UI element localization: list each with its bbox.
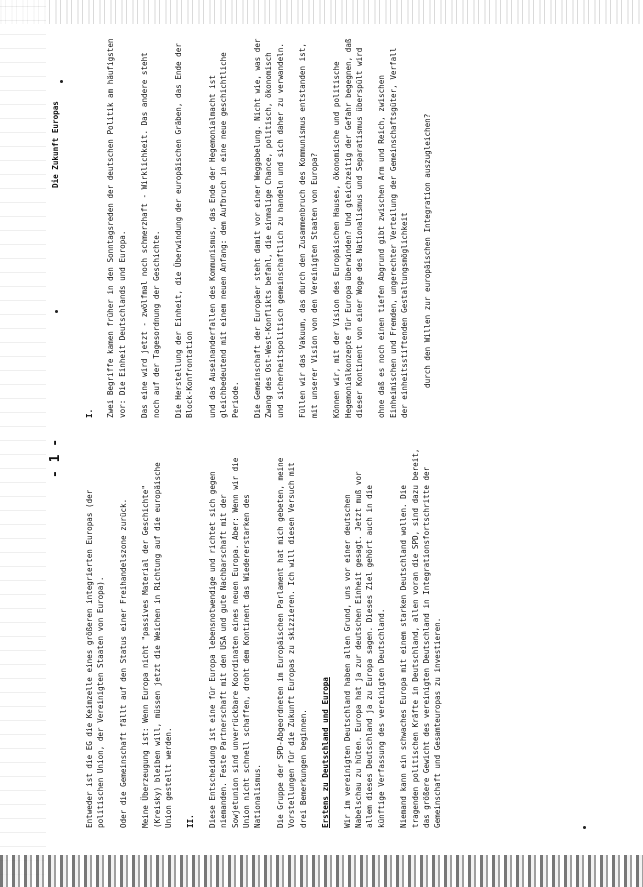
column-section-1: [84, 38, 444, 418]
paragraph: Meine Überzeugung ist: Wenn Europa nicht "passives Material der Geschichte" (Kreisky) bleiben will, müssen jetzt die Weichen in Richtung auf die europäische Union gestellt werden.: [141, 462, 174, 828]
paragraph: Die Gemeinschaft der Europäer steht damit vor einer Weggabelung. Nicht wie, was der Zwang des Ost-West-Konflikts befahl, die einmalige Chance, politisch, ökonomisch und sicherheitspolitisch gemeinschaftlich zu handeln und sich daher zu verwandeln.: [253, 38, 285, 418]
paragraph: ohne daß es noch einen tiefen Abgrund gibt zwischen Arm und Reich, zwischen Einheimischen und Fremden, ungerechter Verteilung der Gemeinschaftsgüter, Verfall der einheitsstiftenden Gestaltungsmöglichkeit: [377, 47, 410, 418]
paragraph: Oder die Gemeinschaft fällt auf den Status einer Freihandelszone zurück.: [118, 498, 128, 828]
scan-noise-left: [0, 0, 46, 887]
paragraph: durch den Willen zur europäischen Integration auszugleichen?: [422, 113, 432, 388]
page-number: - 1 -: [48, 438, 63, 478]
subheading: Erstens zu Deutschland und Europa: [321, 677, 331, 828]
scan-noise-bottom: [0, 855, 643, 887]
paragraph: Niemand kann ein schwaches Europa mit einem starken Deutschland wollen. Die tragenden politischen Kräfte in Deutschland, allen voran die SPD, sind dazu bereit, das größere Gewicht des vereinigten Deutschland in Integrationsfortschritte der Gemeinschaft und Gesamteuropas zu investieren.: [399, 448, 443, 828]
paragraph: Wir im vereinigten Deutschland haben allen Grund, uns vor einer deutschen Nabelschau zu hüten. Europa hat ja zur deutschen Einheit gesagt. Jetzt muß vor allem dieses Deutschland ja zu Europa sagen. Dieses Ziel gehört auch in die künftige Verfassung des vereinigten Deutschland.: [342, 471, 386, 828]
paragraph: Können wir, mit der Vision des Europäischen Hauses, ökonomische und politische Hegemonialkonzepte für Europa überwinden? Und gleichzeitig der Gefahr begegnen, daß dieser Kontinent von einer Woge des Nationalismus und Separatismus überspült wird: [332, 38, 364, 418]
paragraph: Das eine wird jetzt - zwölfmal noch schmerzhaft - Wirklichkeit. Das andere steht noch auf der Tagesordnung der Geschichte.: [140, 52, 161, 418]
section-number: II.: [186, 814, 196, 828]
paragraph: Die Gruppe der SPD-Abgeordneten im Europäischen Parlament hat mich gebeten, meine Vorstellungen für die Zukunft Europas zu skizzieren. Ich will diesen Versuch mit drei Bemerkungen beginnen.: [275, 457, 308, 828]
section-number: I.: [85, 408, 94, 418]
document-page: [50, 38, 640, 858]
paragraph: Füllen wir das Vakuum, das durch den Zusammenbruch des Kommunismus entstanden ist, mit unserer Vision von den Vereinigten Staaten von Europa?: [298, 43, 319, 418]
paragraph: Diese Entscheidung ist eine für Europa lebensnotwendige und richtet sich gegen niemanden. Feste Partnerschaft mit den USA und gute Nachbarschaft mit der Sowjetunion sind unverrückbare Koordinaten eines neuen Europa. Aber: Wenn wir die Union nicht schnell schaffen, droht dem Kontinent das Wiedererstarken des Nationalismus.: [207, 457, 263, 828]
paragraph: Entweder ist die EG die Keimzelle eines größeren integrierten Europas (der politischen Union, der Vereinigten Staaten von Europa).: [85, 489, 106, 828]
page-title: Die Zukunft Europas: [51, 101, 60, 188]
scan-noise-top: [0, 0, 643, 24]
page-header: [50, 38, 64, 858]
paragraph: Zwei Begriffe kamen früher in den Sonntagsreden der deutschen Politik am häufigsten vor: Die Einheit Deutschlands und Europa.: [106, 38, 127, 418]
paragraph: und das Auseinanderfallen des Kommunismus, das Ende der Hegemonialmacht ist gleichbedeutend mit einem neuen Anfang: dem Aufbruch in eine neue geschichtliche Periode.: [207, 52, 240, 418]
paragraph: Die Herstellung der Einheit, die Überwindung der europäischen Gräben, das Ende der Block-Konfrontation: [174, 43, 195, 418]
column-section-2: [84, 448, 455, 828]
